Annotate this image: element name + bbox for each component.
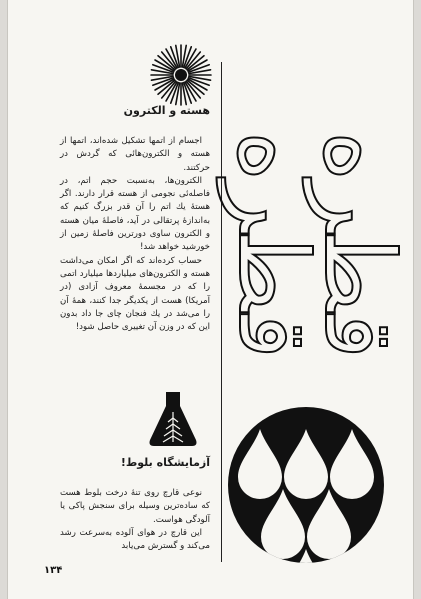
section-body — [60, 487, 210, 553]
title-word: قطره — [303, 131, 415, 359]
paragraph: اجسام از اتمها تشکیل شده‌اند، اتمها از هسته و الکترون‌هائی که گردش در حرکتند. — [60, 136, 210, 173]
nucleus-starburst-icon — [146, 40, 216, 110]
paragraph: الکترون‌ها، به‌نسبت حجم اتم، در فاصله‌ئی نجومی از هسته قرار دارند. اگر هستهٔ یك اتم را آن قدر بزرگ کنیم که به‌اندازهٔ پرتقالی در آید، فاصلهٔ میان هسته و الکترون ساوی دورترین فاصلهٔ زمین از خورشید خواهد شد! — [60, 175, 210, 253]
decorative-title — [217, 95, 415, 395]
section-body — [60, 135, 210, 334]
water-drops-circle-icon — [226, 405, 386, 565]
book-page — [8, 0, 413, 599]
page-number: ۱۳۴ — [44, 565, 63, 576]
section-oak-lab — [60, 456, 210, 553]
flask-tree-icon — [146, 390, 200, 448]
section-heading: آزمایشگاه بلوط! — [120, 456, 210, 469]
paragraph: این قارچ در هوای آلوده به‌سرعت رشد می‌کند و گسترش می‌یابد — [60, 527, 210, 552]
paragraph: حساب کرده‌اند که اگر امکان می‌داشت هسته و الکترون‌های میلیاردها میلیارد اتمی را که در مجسمهٔ معروف آزادی (در آمریکا) هست از یکدیگر جدا کنند، همهٔ آن را می‌شد در یك فنجان چای جا داد بدون این که در وزن آن تغییری حاصل شود! — [60, 255, 210, 333]
title-word: قطره — [217, 131, 329, 359]
section-nucleus — [60, 104, 210, 334]
section-heading: هسته و الکترون — [123, 104, 210, 117]
paragraph: نوعی قارچ روی تنهٔ درخت بلوط هست که ساده‌ترین وسیله برای سنجش پاکی یا آلودگی هواست. — [60, 488, 210, 525]
